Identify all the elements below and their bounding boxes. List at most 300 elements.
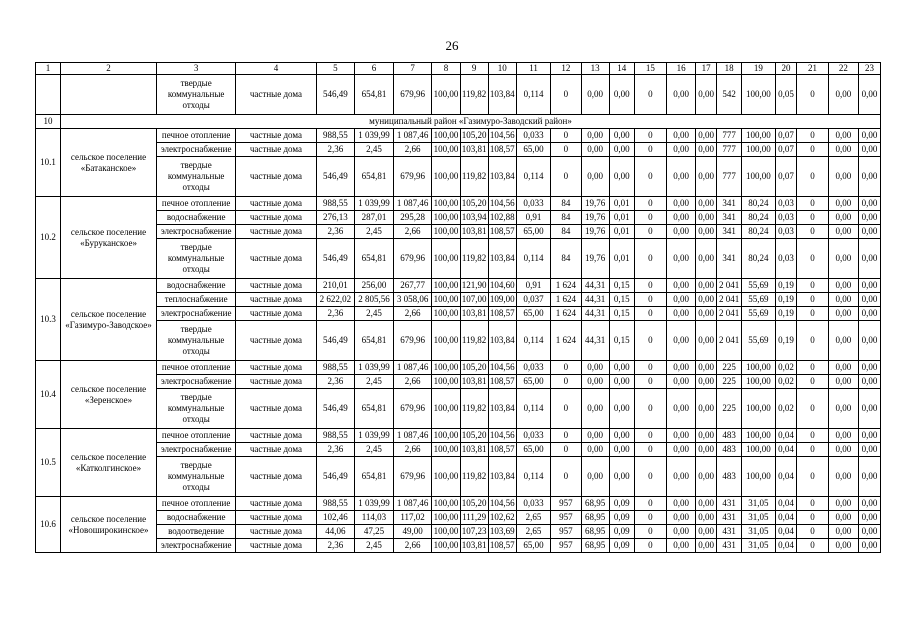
data-cell: 0,00 <box>858 129 880 143</box>
data-cell: 0,033 <box>516 197 550 211</box>
data-cell: 0,00 <box>696 457 717 497</box>
data-cell: 1 087,46 <box>393 197 432 211</box>
data-cell: 0 <box>551 361 581 375</box>
data-cell: 108,57 <box>488 539 516 553</box>
data-cell: 0 <box>634 511 666 525</box>
data-cell: 0,00 <box>609 443 634 457</box>
data-cell: 104,56 <box>488 429 516 443</box>
settlement-number: 10.2 <box>36 197 61 279</box>
data-cell: 0,00 <box>858 279 880 293</box>
data-cell: 2,65 <box>516 525 550 539</box>
data-cell: 107,00 <box>460 293 488 307</box>
settlement-cell <box>61 75 157 115</box>
data-cell: 0,00 <box>696 361 717 375</box>
data-cell: 100,00 <box>432 129 460 143</box>
data-cell: 1 087,46 <box>393 129 432 143</box>
data-cell: 1 087,46 <box>393 429 432 443</box>
data-cell: 0,00 <box>667 361 696 375</box>
data-cell: 0,01 <box>609 225 634 239</box>
data-cell: 100,00 <box>742 457 775 497</box>
data-cell: 19,76 <box>581 239 609 279</box>
data-cell: 431 <box>717 497 742 511</box>
data-cell: 0 <box>634 75 666 115</box>
data-cell: 679,96 <box>393 75 432 115</box>
data-cell: 0,114 <box>516 321 550 361</box>
data-cell: 1 039,99 <box>355 497 394 511</box>
data-cell: 0,00 <box>667 307 696 321</box>
data-cell: 103,84 <box>488 321 516 361</box>
data-cell: 0,02 <box>775 361 797 375</box>
settlement-number: 10.1 <box>36 129 61 197</box>
data-cell: 2,36 <box>316 307 355 321</box>
data-cell: частные дома <box>236 75 316 115</box>
data-cell: 65,00 <box>516 375 550 389</box>
data-cell: 1 624 <box>551 293 581 307</box>
data-cell: 2,36 <box>316 375 355 389</box>
service-cell: электроснабжение <box>157 443 236 457</box>
data-cell: частные дома <box>236 497 316 511</box>
data-cell: 0,00 <box>828 497 858 511</box>
data-cell: 0,00 <box>581 389 609 429</box>
data-cell: 44,31 <box>581 307 609 321</box>
data-cell: 0,00 <box>828 443 858 457</box>
data-cell: 1 087,46 <box>393 497 432 511</box>
data-cell: 0 <box>634 225 666 239</box>
data-cell: 0 <box>634 157 666 197</box>
data-cell: 111,29 <box>460 511 488 525</box>
data-cell: 0 <box>634 497 666 511</box>
data-cell: 0,00 <box>696 307 717 321</box>
district-number: 10 <box>36 115 61 129</box>
data-cell: 103,81 <box>460 143 488 157</box>
data-cell: 0 <box>551 75 581 115</box>
data-cell: 0,00 <box>858 307 880 321</box>
data-cell: 0,00 <box>667 129 696 143</box>
data-cell: частные дома <box>236 307 316 321</box>
settlement-number: 10.5 <box>36 429 61 497</box>
service-cell: твердые коммунальные отходы <box>157 239 236 279</box>
table-row <box>36 129 881 143</box>
data-cell: 100,00 <box>432 457 460 497</box>
data-cell: 0,00 <box>609 429 634 443</box>
data-cell: 108,57 <box>488 225 516 239</box>
data-cell: 0 <box>551 457 581 497</box>
data-cell: 546,49 <box>316 457 355 497</box>
data-cell: 0,00 <box>858 497 880 511</box>
data-cell: 0 <box>634 443 666 457</box>
data-cell: 0 <box>551 389 581 429</box>
data-cell: 0,00 <box>609 129 634 143</box>
service-cell: электроснабжение <box>157 143 236 157</box>
data-cell: 0,00 <box>858 389 880 429</box>
data-cell: 0,19 <box>775 293 797 307</box>
data-cell: 0 <box>634 429 666 443</box>
data-cell: 0,00 <box>609 361 634 375</box>
data-cell: 0,114 <box>516 389 550 429</box>
service-cell: твердые коммунальные отходы <box>157 389 236 429</box>
table-row <box>36 143 881 157</box>
data-cell: 0,00 <box>667 539 696 553</box>
data-cell: 0,00 <box>828 75 858 115</box>
data-cell: 105,20 <box>460 129 488 143</box>
data-cell: 84 <box>551 239 581 279</box>
column-number: 11 <box>516 63 550 75</box>
data-cell: 0 <box>634 143 666 157</box>
data-cell: 0,00 <box>828 211 858 225</box>
data-cell: 0,00 <box>858 443 880 457</box>
data-cell: 0 <box>797 157 828 197</box>
data-cell: 0,033 <box>516 429 550 443</box>
data-cell: 100,00 <box>432 197 460 211</box>
data-cell: 102,62 <box>488 511 516 525</box>
data-cell: 121,90 <box>460 279 488 293</box>
row-number-cell <box>36 75 61 115</box>
data-cell: 542 <box>717 75 742 115</box>
data-cell: 114,03 <box>355 511 394 525</box>
data-cell: 100,00 <box>432 157 460 197</box>
data-cell: 84 <box>551 211 581 225</box>
data-cell: 84 <box>551 225 581 239</box>
data-cell: 105,20 <box>460 197 488 211</box>
data-cell: 102,46 <box>316 511 355 525</box>
data-cell: 0,05 <box>775 75 797 115</box>
data-cell: 0,00 <box>696 239 717 279</box>
data-cell: 2 041 <box>717 279 742 293</box>
data-cell: 19,76 <box>581 211 609 225</box>
data-cell: 2 041 <box>717 321 742 361</box>
data-cell: 0,03 <box>775 197 797 211</box>
column-number: 19 <box>742 63 775 75</box>
data-cell: 0 <box>797 279 828 293</box>
data-cell: 100,00 <box>742 389 775 429</box>
data-cell: 0,01 <box>609 211 634 225</box>
column-number: 10 <box>488 63 516 75</box>
column-number: 15 <box>634 63 666 75</box>
data-cell: 44,31 <box>581 279 609 293</box>
data-cell: 0,09 <box>609 525 634 539</box>
table-row <box>36 239 881 279</box>
data-cell: 0 <box>797 361 828 375</box>
data-cell: частные дома <box>236 525 316 539</box>
data-cell: 0 <box>797 129 828 143</box>
data-cell: 0,00 <box>667 321 696 361</box>
service-cell: водоснабжение <box>157 211 236 225</box>
data-cell: 431 <box>717 511 742 525</box>
service-cell: электроснабжение <box>157 539 236 553</box>
data-cell: 0,07 <box>775 143 797 157</box>
data-cell: 679,96 <box>393 157 432 197</box>
settlement-number: 10.6 <box>36 497 61 553</box>
data-cell: 0,00 <box>581 361 609 375</box>
data-cell: 0,04 <box>775 443 797 457</box>
data-cell: 267,77 <box>393 279 432 293</box>
data-cell: 0 <box>634 321 666 361</box>
data-cell: 0,04 <box>775 429 797 443</box>
data-cell: 100,00 <box>432 279 460 293</box>
data-cell: 2,45 <box>355 443 394 457</box>
data-cell: 276,13 <box>316 211 355 225</box>
data-cell: 0,04 <box>775 497 797 511</box>
data-cell: 100,00 <box>432 511 460 525</box>
data-cell: 0,00 <box>696 211 717 225</box>
data-cell: 0,00 <box>667 525 696 539</box>
data-cell: 546,49 <box>316 157 355 197</box>
data-cell: 104,56 <box>488 497 516 511</box>
data-cell: 0,00 <box>609 143 634 157</box>
data-cell: 0 <box>634 293 666 307</box>
data-cell: 0 <box>634 239 666 279</box>
district-row <box>36 115 881 129</box>
data-cell: 1 087,46 <box>393 361 432 375</box>
data-cell: 0,07 <box>775 157 797 197</box>
table-row <box>36 75 881 115</box>
data-cell: 988,55 <box>316 497 355 511</box>
data-cell: 1 624 <box>551 307 581 321</box>
table-row <box>36 457 881 497</box>
data-cell: 2,36 <box>316 143 355 157</box>
data-cell: 68,95 <box>581 497 609 511</box>
data-cell: 2 041 <box>717 293 742 307</box>
data-cell: 0,07 <box>775 129 797 143</box>
data-cell: 105,20 <box>460 429 488 443</box>
data-cell: 0,02 <box>775 389 797 429</box>
data-cell: 0,00 <box>858 525 880 539</box>
data-cell: 0 <box>797 443 828 457</box>
data-cell: 0,037 <box>516 293 550 307</box>
service-cell: твердые коммунальные отходы <box>157 457 236 497</box>
data-cell: 0,00 <box>609 375 634 389</box>
data-cell: 100,00 <box>432 497 460 511</box>
data-cell: 654,81 <box>355 321 394 361</box>
data-cell: 108,57 <box>488 443 516 457</box>
data-cell: 100,00 <box>742 143 775 157</box>
column-number: 13 <box>581 63 609 75</box>
data-cell: 49,00 <box>393 525 432 539</box>
settlement-name: сельское поселение «Газимуро-Заводское» <box>61 279 157 361</box>
data-cell: 2,45 <box>355 143 394 157</box>
district-name: муниципальный район «Газимуро-Заводский район» <box>61 115 881 129</box>
data-cell: 0,00 <box>696 293 717 307</box>
data-cell: 0 <box>797 225 828 239</box>
data-cell: 0,04 <box>775 525 797 539</box>
data-cell: частные дома <box>236 197 316 211</box>
data-cell: 68,95 <box>581 511 609 525</box>
data-cell: 0,033 <box>516 361 550 375</box>
data-cell: 957 <box>551 539 581 553</box>
data-cell: 0,04 <box>775 457 797 497</box>
data-cell: 0,15 <box>609 307 634 321</box>
column-number: 23 <box>858 63 880 75</box>
data-cell: 0,00 <box>696 539 717 553</box>
data-cell: 0,00 <box>667 143 696 157</box>
data-cell: частные дома <box>236 225 316 239</box>
data-cell: 0,09 <box>609 497 634 511</box>
data-cell: 988,55 <box>316 429 355 443</box>
data-cell: 47,25 <box>355 525 394 539</box>
settlement-name: сельское поселение «Катколгинское» <box>61 429 157 497</box>
data-cell: 0 <box>551 375 581 389</box>
data-cell: 0 <box>797 197 828 211</box>
data-cell: 295,28 <box>393 211 432 225</box>
data-cell: 341 <box>717 239 742 279</box>
data-cell: 0,00 <box>667 279 696 293</box>
column-number: 9 <box>460 63 488 75</box>
data-cell: 0 <box>634 389 666 429</box>
data-cell: 103,94 <box>460 211 488 225</box>
data-cell: 287,01 <box>355 211 394 225</box>
data-cell: 0,01 <box>609 197 634 211</box>
data-cell: 654,81 <box>355 389 394 429</box>
data-cell: 0,00 <box>667 497 696 511</box>
data-cell: 0,00 <box>858 375 880 389</box>
data-cell: 0 <box>634 525 666 539</box>
service-cell: электроснабжение <box>157 225 236 239</box>
data-cell: 0,15 <box>609 293 634 307</box>
data-cell: 31,05 <box>742 525 775 539</box>
data-cell: 100,00 <box>432 211 460 225</box>
data-cell: 102,88 <box>488 211 516 225</box>
data-cell: 2,66 <box>393 539 432 553</box>
table-row <box>36 307 881 321</box>
column-number: 4 <box>236 63 316 75</box>
data-cell: 1 039,99 <box>355 197 394 211</box>
data-cell: 777 <box>717 143 742 157</box>
data-cell: 0,00 <box>696 197 717 211</box>
data-cell: частные дома <box>236 321 316 361</box>
service-cell: водоснабжение <box>157 511 236 525</box>
data-cell: 0,033 <box>516 129 550 143</box>
data-cell: 103,84 <box>488 457 516 497</box>
data-cell: 546,49 <box>316 75 355 115</box>
data-cell: 100,00 <box>432 375 460 389</box>
data-cell: 108,57 <box>488 375 516 389</box>
data-cell: 100,00 <box>742 129 775 143</box>
data-cell: 100,00 <box>432 389 460 429</box>
data-cell: 0,00 <box>858 457 880 497</box>
data-cell: 679,96 <box>393 239 432 279</box>
data-cell: 1 624 <box>551 279 581 293</box>
data-cell: 103,84 <box>488 239 516 279</box>
service-cell: печное отопление <box>157 197 236 211</box>
service-cell: водоотведение <box>157 525 236 539</box>
column-number: 12 <box>551 63 581 75</box>
column-number: 20 <box>775 63 797 75</box>
data-cell: 0,114 <box>516 457 550 497</box>
service-cell: электроснабжение <box>157 375 236 389</box>
data-cell: частные дома <box>236 443 316 457</box>
data-cell: 957 <box>551 497 581 511</box>
data-cell: 80,24 <box>742 197 775 211</box>
data-cell: 0 <box>634 361 666 375</box>
data-cell: 100,00 <box>432 239 460 279</box>
data-cell: 100,00 <box>432 443 460 457</box>
data-cell: 483 <box>717 429 742 443</box>
data-cell: 0,00 <box>828 129 858 143</box>
data-cell: 0,15 <box>609 279 634 293</box>
data-cell: 0,00 <box>858 225 880 239</box>
data-cell: 0 <box>797 511 828 525</box>
data-cell: 0,00 <box>581 143 609 157</box>
data-cell: 0,00 <box>696 429 717 443</box>
service-cell: твердые коммунальные отходы <box>157 321 236 361</box>
data-cell: 103,84 <box>488 389 516 429</box>
column-number: 3 <box>157 63 236 75</box>
data-cell: 1 624 <box>551 321 581 361</box>
data-cell: 225 <box>717 375 742 389</box>
data-cell: 0,00 <box>828 389 858 429</box>
data-cell: 55,69 <box>742 307 775 321</box>
data-cell: 0,03 <box>775 225 797 239</box>
data-cell: 2,66 <box>393 307 432 321</box>
data-cell: 0,00 <box>581 375 609 389</box>
data-cell: 0,00 <box>858 75 880 115</box>
column-number: 6 <box>355 63 394 75</box>
data-cell: частные дома <box>236 361 316 375</box>
data-cell: 0,00 <box>858 511 880 525</box>
tariff-table <box>35 62 881 553</box>
data-cell: 0,00 <box>667 211 696 225</box>
data-cell: 0,00 <box>828 321 858 361</box>
data-cell: 0,00 <box>858 157 880 197</box>
data-cell: 0,00 <box>858 239 880 279</box>
column-number: 1 <box>36 63 61 75</box>
data-cell: 0,00 <box>828 539 858 553</box>
data-cell: 0 <box>797 497 828 511</box>
data-cell: 80,24 <box>742 211 775 225</box>
data-cell: 1 039,99 <box>355 429 394 443</box>
settlement-number: 10.3 <box>36 279 61 361</box>
data-cell: 431 <box>717 525 742 539</box>
data-cell: 0 <box>797 429 828 443</box>
data-cell: 0,00 <box>696 75 717 115</box>
data-cell: 777 <box>717 129 742 143</box>
data-cell: 109,00 <box>488 293 516 307</box>
data-cell: 2 622,02 <box>316 293 355 307</box>
data-cell: 988,55 <box>316 197 355 211</box>
data-cell: 0,00 <box>828 293 858 307</box>
data-cell: 0,00 <box>581 157 609 197</box>
table-row <box>36 211 881 225</box>
data-cell: 0,00 <box>828 525 858 539</box>
data-cell: 119,82 <box>460 75 488 115</box>
service-cell: электроснабжение <box>157 307 236 321</box>
data-cell: 0,00 <box>828 143 858 157</box>
data-cell: 0,00 <box>858 211 880 225</box>
data-cell: 103,81 <box>460 375 488 389</box>
data-cell: 80,24 <box>742 225 775 239</box>
data-cell: 0,04 <box>775 539 797 553</box>
data-cell: 0,00 <box>858 361 880 375</box>
data-cell: 65,00 <box>516 307 550 321</box>
data-cell: 0 <box>797 457 828 497</box>
table-row <box>36 443 881 457</box>
data-cell: 0 <box>797 539 828 553</box>
data-cell: частные дома <box>236 375 316 389</box>
data-cell: 546,49 <box>316 389 355 429</box>
data-cell: 2,66 <box>393 375 432 389</box>
table-row <box>36 389 881 429</box>
data-cell: 2,45 <box>355 375 394 389</box>
table-row <box>36 321 881 361</box>
data-cell: 100,00 <box>432 321 460 361</box>
data-cell: 0,00 <box>667 511 696 525</box>
settlement-name: сельское поселение «Буруканское» <box>61 197 157 279</box>
data-cell: 0,00 <box>696 497 717 511</box>
data-cell: 100,00 <box>742 157 775 197</box>
data-cell: 0 <box>551 129 581 143</box>
data-cell: 0,00 <box>696 129 717 143</box>
data-cell: 0 <box>551 143 581 157</box>
